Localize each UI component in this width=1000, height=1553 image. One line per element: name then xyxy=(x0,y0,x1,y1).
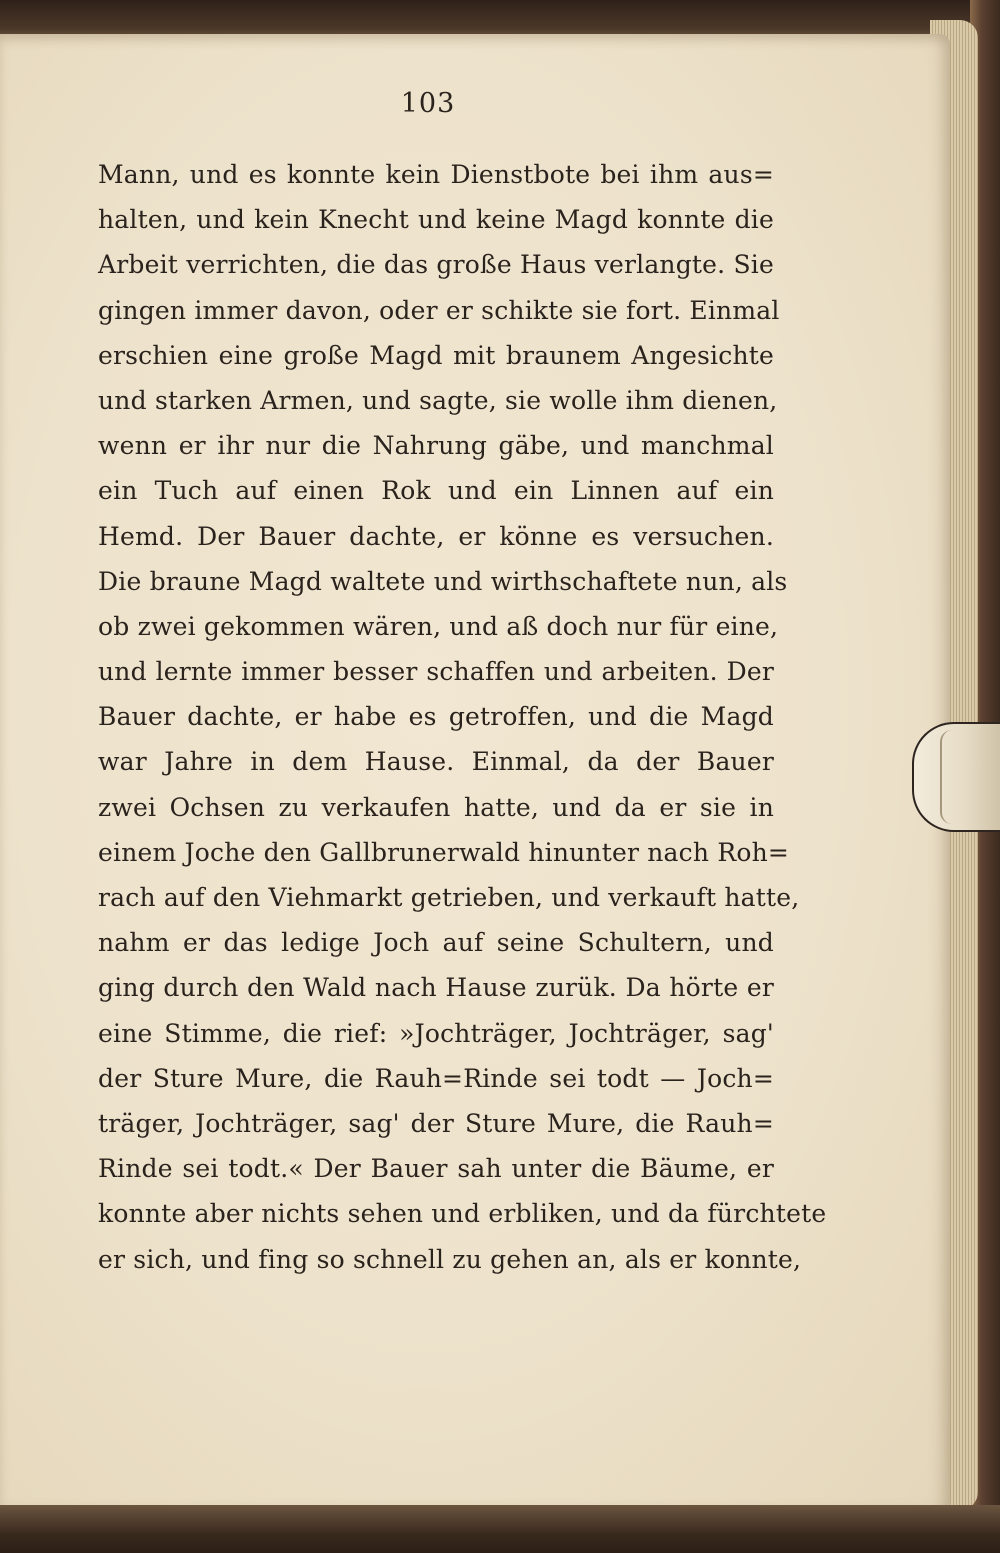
text-line: Rinde sei todt.« Der Bauer sah unter die Bäume, er xyxy=(98,1154,774,1184)
text-line: Mann, und es konnte kein Dienstbote bei ihm aus= xyxy=(98,160,774,189)
text-line: und lernte immer besser schaffen und arbeiten. Der xyxy=(98,657,774,687)
text-line: war Jahre in dem Hause. Einmal, da der Bauer xyxy=(98,747,774,777)
text-line: erschien eine große Magd mit braunem Angesichte xyxy=(98,340,774,370)
text-line: nahm er das ledige Joch auf seine Schultern, und xyxy=(98,928,774,958)
text-line: Arbeit verrichten, die das große Haus verlangte. Sie xyxy=(98,250,774,280)
text-line: einem Joche den Gallbrunerwald hinunter nach Roh= xyxy=(98,837,790,867)
text-line: träger, Jochträger, sag' der Sture Mure, die Rauh= xyxy=(98,1108,774,1138)
page-text-body xyxy=(98,152,827,1282)
text-line: ob zwei gekommen wären, und aß doch nur für eine, xyxy=(98,611,779,641)
text-line: konnte aber nichts sehen und erbliken, und da fürchtete xyxy=(98,1199,827,1229)
text-line: ein Tuch auf einen Rok und ein Linnen auf ein xyxy=(98,476,774,506)
text-line: Hemd. Der Bauer dachte, er könne es versuchen. xyxy=(98,521,774,551)
text-line: ging durch den Wald nach Hause zurük. Da hörte er xyxy=(98,973,774,1003)
text-line: halten, und kein Knecht und keine Magd konnte die xyxy=(98,205,774,235)
text-line: eine Stimme, die rief: »Jochträger, Jochträger, sag' xyxy=(98,1018,774,1048)
text-line: der Sture Mure, die Rauh=Rinde sei todt — Joch= xyxy=(98,1063,774,1093)
book-bottom-edge xyxy=(0,1505,1000,1553)
text-line: zwei Ochsen zu verkaufen hatte, und da er sie in xyxy=(98,792,774,822)
text-line: Die braune Magd waltete und wirthschaftete nun, als xyxy=(98,566,788,596)
text-line: gingen immer davon, oder er schikte sie fort. Einmal xyxy=(98,295,780,325)
text-line: und starken Armen, und sagte, sie wolle ihm dienen, xyxy=(98,385,778,415)
bookmark-tab xyxy=(912,722,1000,832)
page-number: 103 xyxy=(400,88,456,119)
text-line: er sich, und fing so schnell zu gehen an, als er konnte, xyxy=(98,1244,802,1274)
text-line: rach auf den Viehmarkt getrieben, und verkauft hatte, xyxy=(98,883,800,912)
text-line: Bauer dachte, er habe es getroffen, und die Magd xyxy=(98,702,774,732)
text-line: wenn er ihr nur die Nahrung gäbe, und manchmal xyxy=(98,431,774,461)
